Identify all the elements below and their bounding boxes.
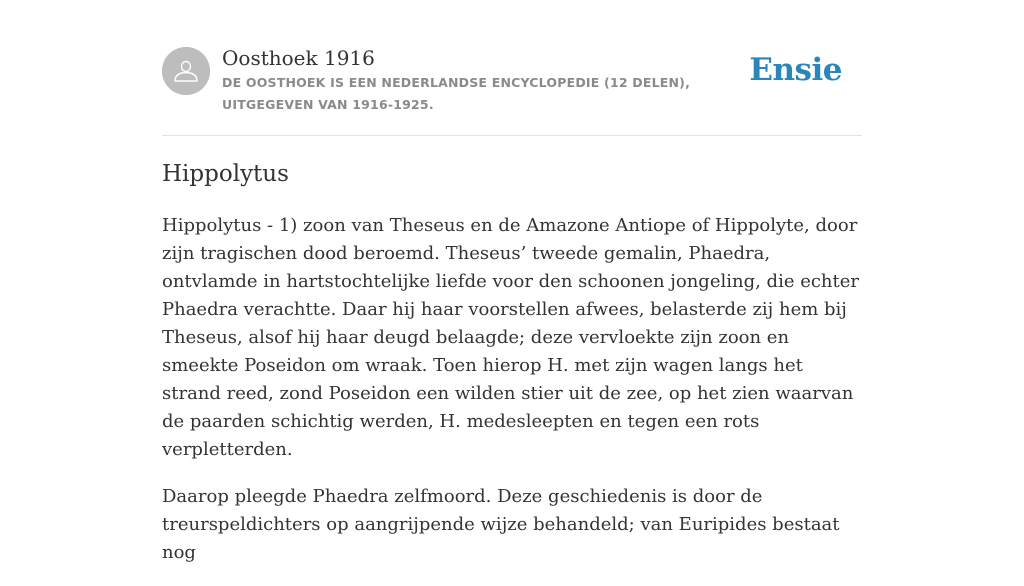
entry-paragraph: Hippolytus - 1) zoon van Theseus en de Amazone Antiope of Hippolyte, door zijn tragischen dood beroemd. Theseus’ tweede gemalin, Phaedra, ontvlamde in hartstochtelijke liefde voor den schoonen jongeling, die echter Phaedra verachtte. Daar hij haar voorstellen afwees, belasterde zij hem bij Theseus, alsof hij haar deugd belaagde; deze vervloekte zijn zoon en smeekte Poseidon om wraak. Toen hierop H. met zijn wagen langs het strand reed, zond Poseidon een wilden stier uit de zee, op het zien waarvan de paarden schichtig werden, H. medesleepten en tegen een rots verpletterden.: [162, 215, 860, 460]
source-title[interactable]: Oosthoek 1916: [222, 46, 375, 70]
header-divider: [162, 135, 862, 136]
ensie-logo[interactable]: Ensie: [749, 52, 842, 88]
user-silhouette-icon[interactable]: [162, 47, 210, 95]
entry-title: Hippolytus: [162, 161, 289, 187]
source-description: DE OOSTHOEK IS EEN NEDERLANDSE ENCYCLOPEDIE (12 DELEN), UITGEGEVEN VAN 1916-1925.: [222, 75, 691, 112]
source-header: [162, 44, 862, 114]
entry-content: [162, 212, 867, 586]
entry-paragraph: Daarop pleegde Phaedra zelfmoord. Deze geschiedenis is door de treurspeldichters op aangrijpende wijze behandeld; van Euripides bestaat nog: [162, 486, 840, 563]
